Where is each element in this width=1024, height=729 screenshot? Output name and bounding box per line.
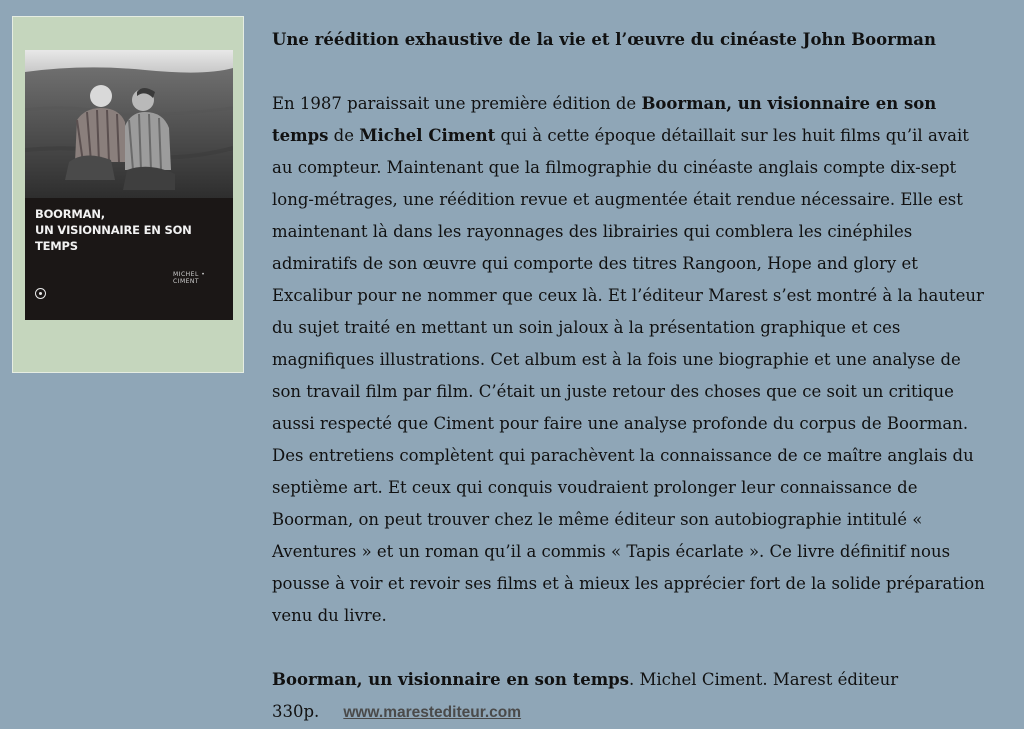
cover-title: BOORMAN, UN VISIONNAIRE EN SON TEMPS [35,207,192,253]
body-text-part: qui à cette époque détaillait sur les huit films qu’il avait au compteur. Maintenant que la filmographie du cinéaste anglais compte dix-sept long-métrages, une réédition revue et augmentée était rendue nécessaire. Elle est maintenant là dans les rayonnages des librairies qui comblera les cinéphiles admiratifs de son œuvre qui comporte des titres Rangoon, Hope and glory et Excalibur pour ne nommer que ceux là. Et l’éditeur Marest s’est montré à la hauteur du sujet traité en mettant un soin jaloux à la présentation graphique et ces magnifiques illustrations. Cet album est à la fois une biographie et une analyse de son travail film par film. C’était un juste retour des choses que ce soit un critique aussi respecté que Ciment pour faire une analyse profonde du corpus de Boorman. Des entretiens complètent qui parachèvent la connaissance de ce maître anglais du septième art. Et ceux qui conquis voudraient prolonger leur connaissance de Boorman, on peut trouver chez le même éditeur son autobiographie intitulé « Aventures » et un roman qu’il a commis « Tapis écarlate ». Ce livre définitif nous pousse à voir et revoir ses films et à mieux les apprécier fort de la solide préparation venu du livre. [272,126,985,625]
credit-pages: 330p. [272,702,320,721]
credit-book-title: Boorman, un visionnaire en son temps [272,670,630,689]
book-credit [272,664,992,729]
publisher-website-link[interactable]: www.marestediteur.com [343,704,522,721]
book-title-bold: Boorman, un visionnaire en son temps [272,94,937,145]
body-text-part: En 1987 paraissait une première édition de [272,94,642,113]
cover-author: MICHEL • CIMENT [173,271,206,285]
author-name-bold: Michel Ciment [359,126,496,145]
article-heading: Une réédition exhaustive de la vie et l’œuvre du cinéaste John Boorman [272,30,936,49]
article [272,24,992,729]
article-body [272,88,992,632]
body-text-part: de [328,126,360,145]
book-cover-frame [12,16,244,373]
credit-details: . Michel Ciment. Marest éditeur [629,670,899,689]
cover-photo [25,50,233,198]
book-cover[interactable] [25,50,233,320]
publisher-logo-icon [35,288,46,299]
